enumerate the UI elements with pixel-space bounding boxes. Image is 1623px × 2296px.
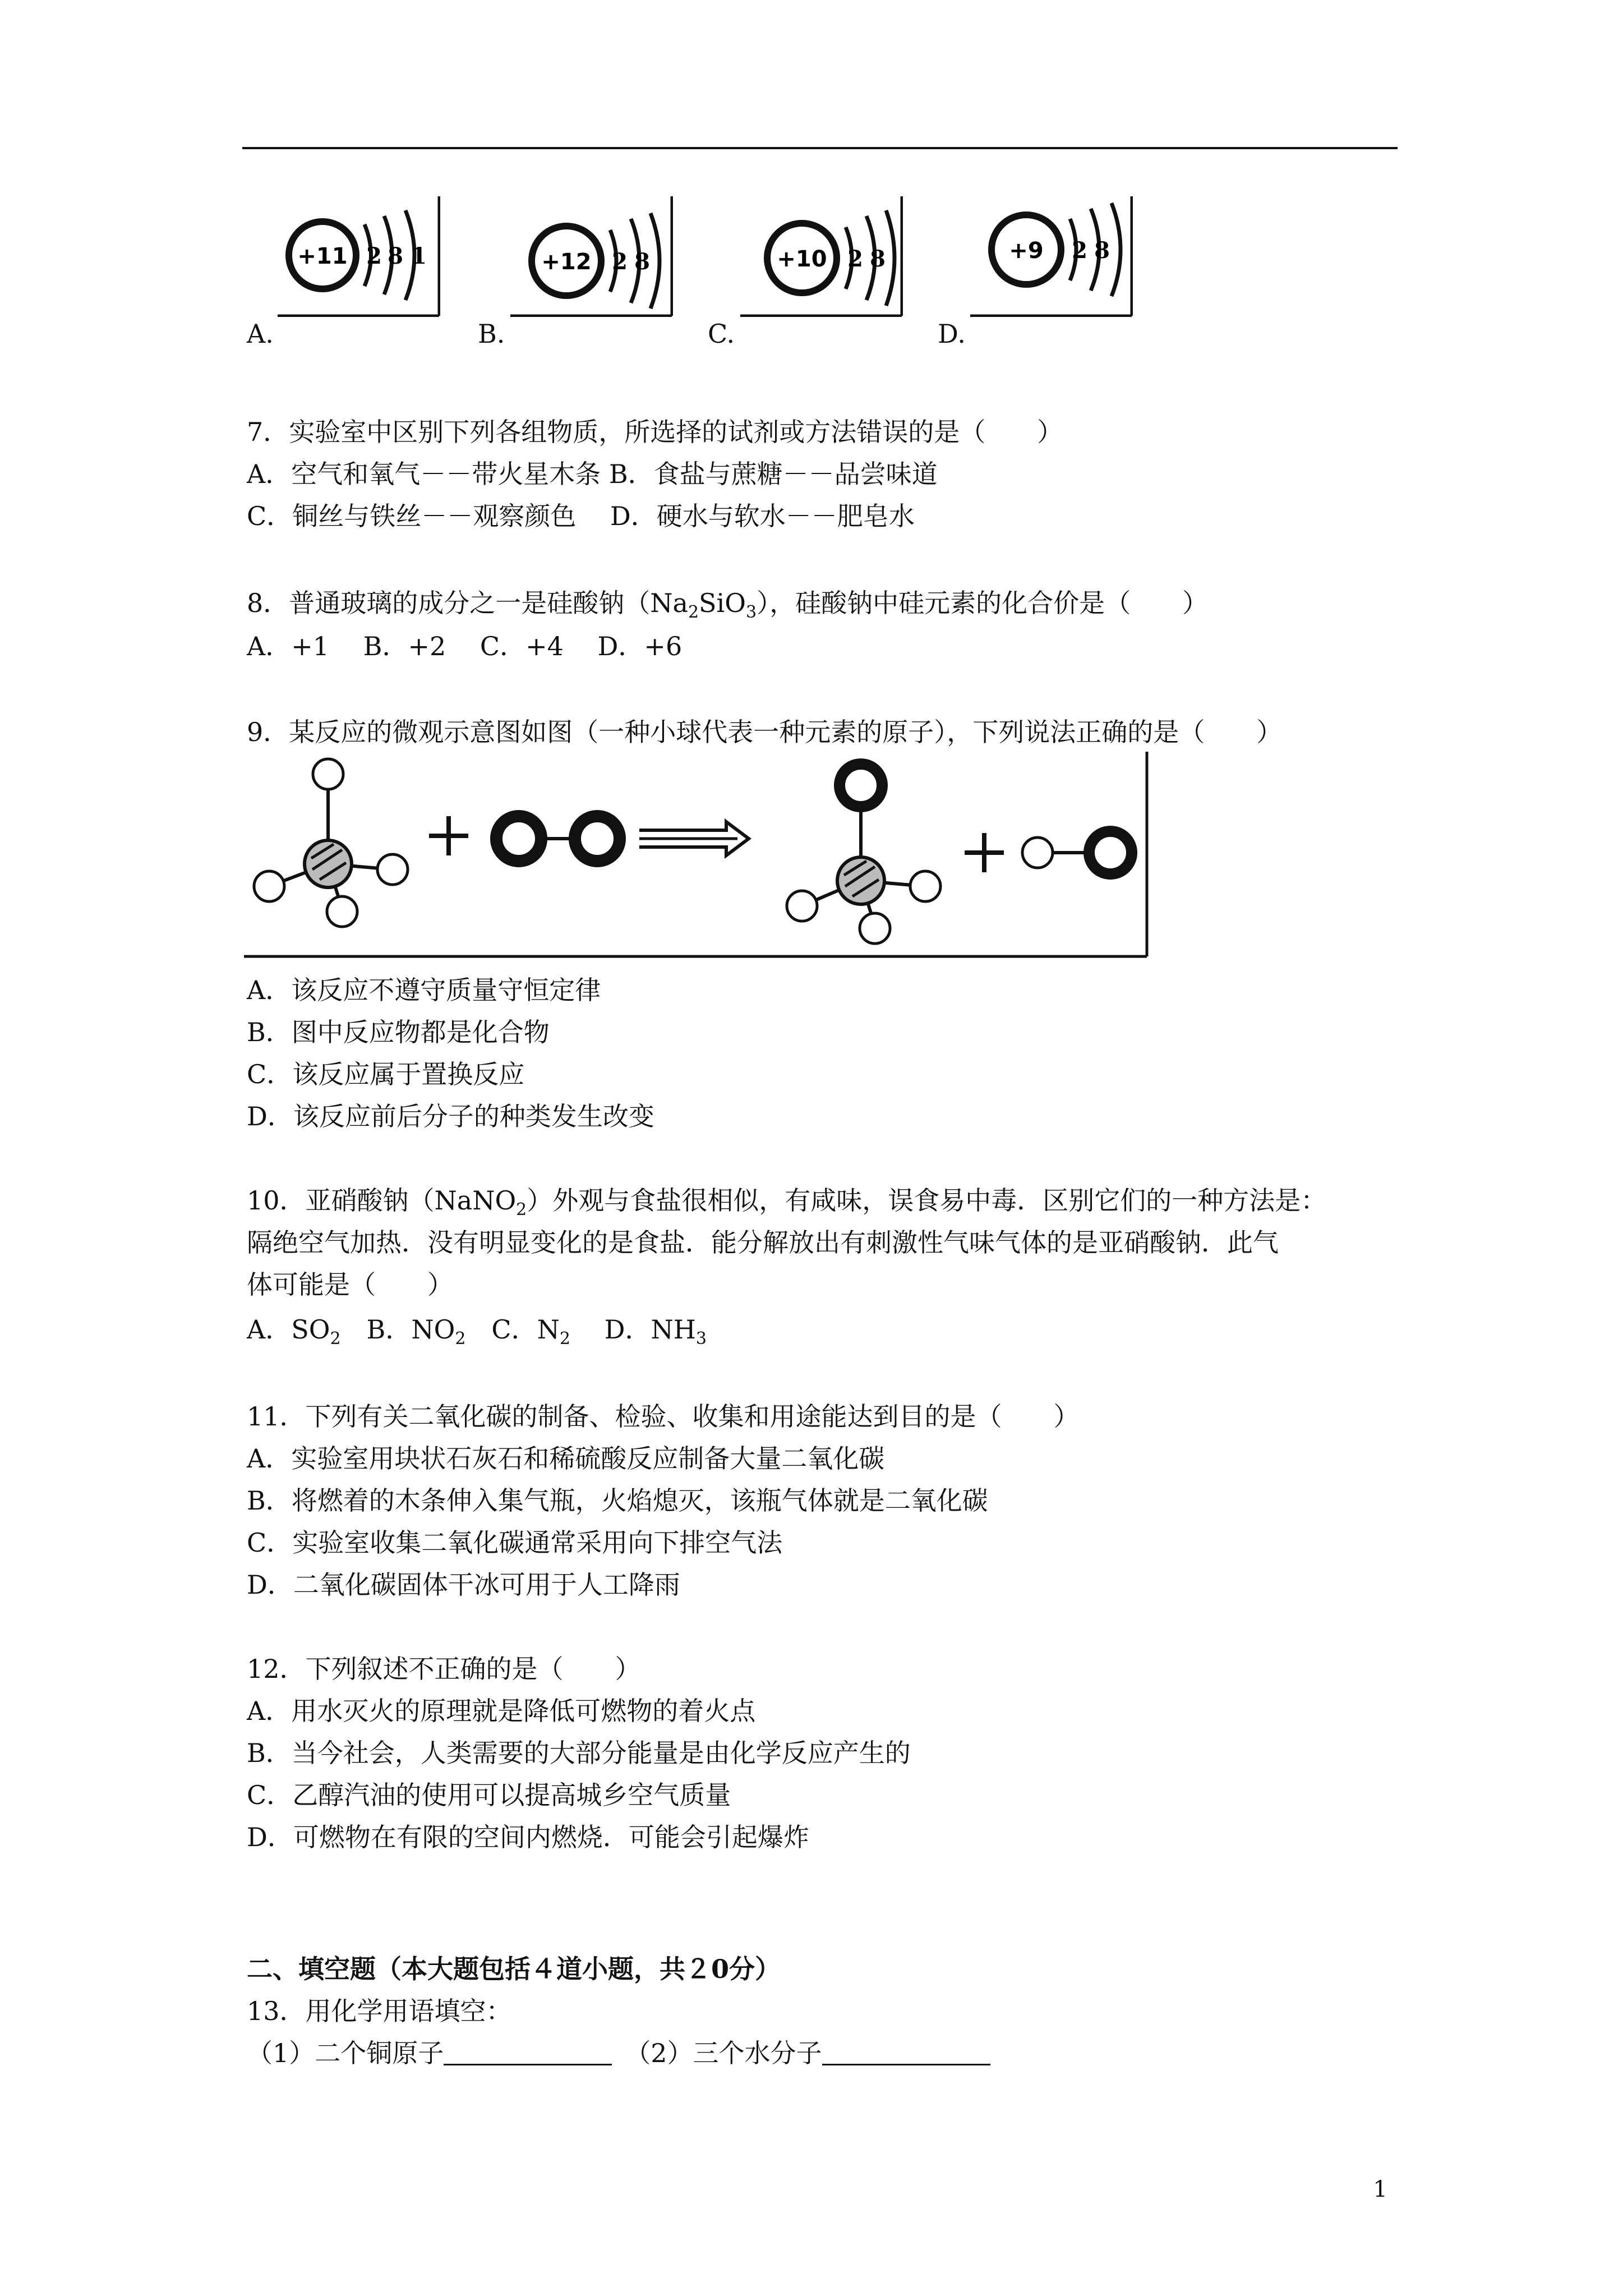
q13-stem: 13．用化学用语填空：: [247, 1996, 512, 2026]
q11-option-d: D．二氧化碳固体干冰可用于人工降雨: [247, 1570, 680, 1600]
svg-text:8: 8: [870, 246, 886, 272]
q12-option-c: C．乙醇汽油的使用可以提高城乡空气质量: [247, 1780, 731, 1810]
option-letter-b: B.: [478, 319, 505, 349]
q12-option-a: A．用水灭火的原理就是降低可燃物的着火点: [247, 1696, 756, 1726]
atom-diagram-d: [970, 196, 1133, 317]
q12-option-d: D．可燃物在有限的空间内燃烧．可能会引起爆炸: [247, 1822, 809, 1852]
svg-text:+10: +10: [777, 246, 827, 272]
q11-stem: 11．下列有关二氧化碳的制备、检验、收集和用途能达到目的是（ ）: [247, 1401, 1080, 1432]
page-number: 1: [1373, 2177, 1387, 2202]
section-heading: 二、填空题（本大题包括４道小题，共２0分）: [247, 1954, 781, 1984]
option-letter-a: A.: [247, 319, 274, 349]
nucleus-label: +11: [297, 243, 348, 269]
header-rule: [242, 147, 1398, 149]
q10-line2: 隔绝空气加热．没有明显变化的是食盐．能分解放出有刺激性气味气体的是亚硝酸钠．此气: [247, 1227, 1279, 1258]
answer-blank-2[interactable]: [822, 2039, 990, 2065]
q9-option-c: C．该反应属于置换反应: [247, 1059, 525, 1089]
reactant-molecule-2: [496, 816, 620, 861]
q8-options: A．+1 B．+2 C．+4 D．+6: [247, 631, 683, 661]
q9-option-b: B．图中反应物都是化合物: [247, 1017, 550, 1047]
q9-stem: 9．某反应的微观示意图如图（一种小球代表一种元素的原子），下列说法正确的是（ ）: [247, 717, 1283, 747]
q12-option-b: B．当今社会，人类需要的大部分能量是由化学反应产生的: [247, 1738, 911, 1768]
answer-blank-1[interactable]: [444, 2039, 612, 2065]
svg-text:8: 8: [1094, 237, 1110, 264]
reaction-diagram: [244, 752, 1152, 965]
q10-line1: 10．亚硝酸钠（NaNO$_2$）外观与食盐很相似，有咸味，误食易中毒．区别它们的一种方法是：: [247, 1185, 1327, 1220]
atom-diagram-b: [510, 196, 673, 317]
q9-option-a: A．该反应不遵守质量守恒定律: [247, 975, 601, 1005]
atom-diagram-a: [278, 196, 440, 317]
svg-text:2: 2: [612, 249, 628, 275]
q12-stem: 12．下列叙述不正确的是（ ）: [247, 1654, 641, 1684]
svg-text:8: 8: [634, 249, 650, 275]
svg-text:1: 1: [411, 243, 427, 269]
q7-options-row2: C．铜丝与铁丝－－观察颜色 D．硬水与软水－－肥皂水: [247, 501, 915, 531]
reactant-molecule-1: [254, 759, 408, 927]
q11-option-a: A．实验室用块状石灰石和稀硫酸反应制备大量二氧化碳: [247, 1443, 885, 1474]
atom-diagram-c: [740, 196, 903, 317]
option-letter-d: D.: [938, 319, 966, 349]
svg-text:+12: +12: [541, 249, 592, 275]
q7-stem: 7．实验室中区别下列各组物质，所选择的试剂或方法错误的是（ ）: [247, 417, 1063, 447]
svg-text:2: 2: [1072, 237, 1087, 264]
product-molecule-2: [1022, 831, 1132, 874]
q7-options-row1: A．空气和氧气－－带火星木条 B．食盐与蔗糖－－品尝味道: [247, 459, 938, 489]
q11-option-c: C．实验室收集二氧化碳通常采用向下排空气法: [247, 1527, 783, 1558]
q13-parts: （1）二个铜原子 （2）三个水分子: [247, 2036, 990, 2070]
svg-text:2: 2: [847, 246, 863, 272]
svg-text:+9: +9: [1009, 238, 1044, 264]
q10-line3: 体可能是（ ）: [247, 1269, 453, 1300]
q11-option-b: B．将燃着的木条伸入集气瓶，火焰熄灭，该瓶气体就是二氧化碳: [247, 1485, 988, 1516]
product-molecule-1: [787, 764, 940, 944]
reaction-arrow: [639, 822, 749, 855]
option-letter-c: C.: [708, 319, 735, 349]
q10-options: A．$SO_2$ B．$NO_2$ C．$N_2$ D．$NH_3$: [247, 1314, 707, 1349]
q8-stem: 8．普通玻璃的成分之一是硅酸钠$(Na_2SiO_3)$，硅酸钠中硅元素的化合价是（ ）: [247, 588, 1209, 622]
svg-text:2: 2: [366, 243, 382, 269]
q9-option-d: D．该反应前后分子的种类发生改变: [247, 1101, 654, 1131]
svg-text:8: 8: [388, 243, 403, 269]
